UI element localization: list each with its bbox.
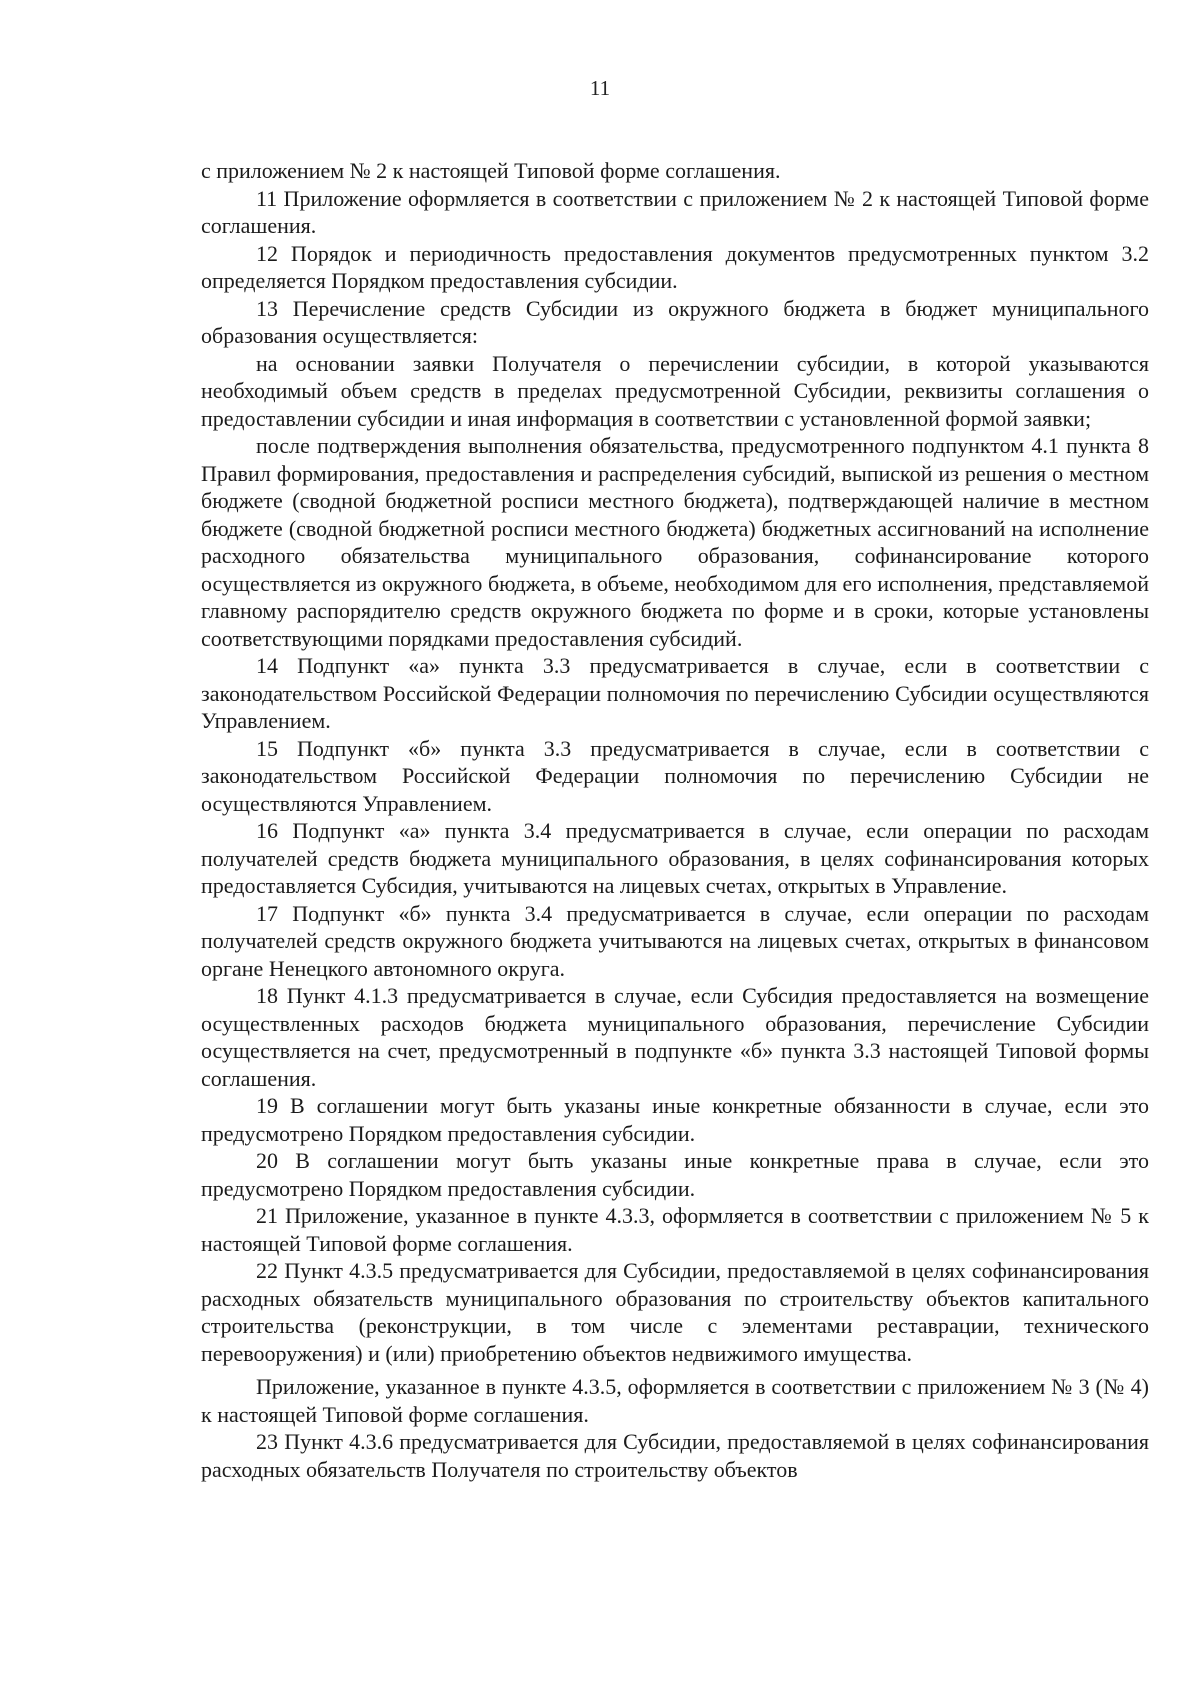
footnote-23: 23 Пункт 4.3.6 предусматривается для Субсидии, предоставляемой в целях софинансирования расходных обязательств Получателя по строительству объектов [201, 1429, 1149, 1482]
footnote-19: 19 В соглашении могут быть указаны иные конкретные обязанности в случае, если это предусмотрено Порядком предоставления субсидии. [201, 1093, 1149, 1146]
footnote-13-item-request: на основании заявки Получателя о перечислении субсидии, в которой указываются необходимый объем средств в пределах предусмотренной Субсидии, реквизиты соглашения о предоставлении субсидии и иная информация в соответствии с установленной формой заявки; [201, 350, 1149, 431]
footnote-17: 17 Подпункт «б» пункта 3.4 предусматривается в случае, если операции по расходам получателей средств окружного бюджета учитываются на лицевых счетах, открытых в финансовом органе Ненецкого автономного округа. [201, 900, 1149, 981]
footnote-21: 21 Приложение, указанное в пункте 4.3.3, оформляется в соответствии с приложением № 5 к настоящей Типовой форме соглашения. [201, 1203, 1149, 1256]
footnote-14: 14 Подпункт «а» пункта 3.3 предусматривается в случае, если в соответствии с законодательством Российской Федерации полномочия по перечислению Субсидии осуществляются Управлением. [201, 653, 1149, 733]
page-number: 11 [589, 76, 611, 100]
footnote-22-appendix-note: Приложение, указанное в пункте 4.3.5, оформляется в соответствии с приложением № 3 (№ 4) к настоящей Типовой форме соглашения. [201, 1374, 1149, 1427]
footnote-13: 13 Перечисление средств Субсидии из окружного бюджета в бюджет муниципального образования осуществляется: [201, 295, 1149, 348]
footnote-15: 15 Подпункт «б» пункта 3.3 предусматривается в случае, если в соответствии с законодательством Российской Федерации полномочия по перечислению Субсидии не осуществляются Управлением. [201, 735, 1149, 816]
footnote-16: 16 Подпункт «а» пункта 3.4 предусматривается в случае, если операции по расходам получателей средств бюджета муниципального образования, в целях софинансирования которых предоставляется Субсидия, учитываются на лицевых счетах, открытых в Управление. [201, 818, 1149, 898]
footnote-18: 18 Пункт 4.1.3 предусматривается в случае, если Субсидия предоставляется на возмещение осуществленных расходов бюджета муниципального образования, перечисление Субсидии осуществляется на счет, предусмотренный в подпункте «б» пункта 3.3 настоящей Типовой формы соглашения. [201, 983, 1149, 1091]
footnote-20: 20 В соглашении могут быть указаны иные конкретные права в случае, если это предусмотрено Порядком предоставления субсидии. [201, 1148, 1149, 1201]
footnote-11: 11 Приложение оформляется в соответствии с приложением № 2 к настоящей Типовой форме соглашения. [201, 185, 1149, 238]
document-body [201, 157, 1149, 1483]
paragraph-continuation: с приложением № 2 к настоящей Типовой форме соглашения. [201, 158, 781, 183]
footnote-13-item-confirmation: после подтверждения выполнения обязательства, предусмотренного подпунктом 4.1 пункта 8 Правил формирования, предоставления и распределения субсидий, выпиской из решения о местном бюджете (сводной бюджетной росписи местного бюджета), подтверждающей наличие в местном бюджете (сводной бюджетной росписи местного бюджета) бюджетных ассигнований на исполнение расходного обязательства муниципального образования, софинансирование которого осуществляется из окружного бюджета, в объеме, необходимом для его исполнения, представляемой главному распорядителю средств окружного бюджета по форме и в сроки, которые установлены соответствующими порядками предоставления субсидий. [201, 433, 1149, 651]
footnote-22: 22 Пункт 4.3.5 предусматривается для Субсидии, предоставляемой в целях софинансирования расходных обязательств муниципального образования по строительству объектов капитального строительства (реконструкции, в том числе с элементами реставрации, технического перевооружения) и (или) приобретению объектов недвижимого имущества. [201, 1258, 1149, 1366]
footnote-12: 12 Порядок и периодичность предоставления документов предусмотренных пунктом 3.2 определяется Порядком предоставления субсидии. [201, 240, 1149, 293]
